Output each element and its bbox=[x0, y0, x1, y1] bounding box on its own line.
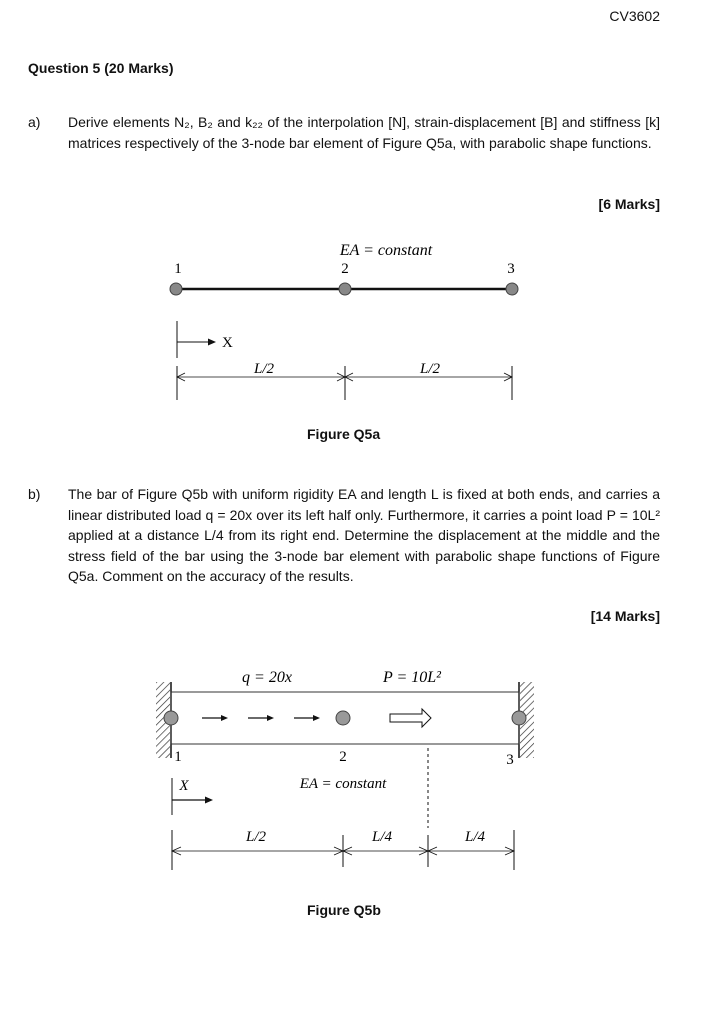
figure-q5b-caption: Figure Q5b bbox=[307, 902, 381, 918]
fig-b-axis-arrow-icon bbox=[205, 797, 213, 804]
fig-a-axis-label: X bbox=[222, 335, 233, 351]
fig-b-load-arrow-icon bbox=[313, 715, 320, 721]
question-title: Question 5 (20 Marks) bbox=[28, 60, 174, 76]
part-a-marks: [6 Marks] bbox=[598, 196, 660, 212]
fig-a-node-1 bbox=[170, 283, 182, 295]
fig-a-node-3 bbox=[506, 283, 518, 295]
fig-a-axis-arrow-icon bbox=[208, 339, 216, 346]
part-b-text: The bar of Figure Q5b with uniform rigidity EA and length L is fixed at both ends, and carries a linear distributed load q = 20x over its left half only. Furthermore, it carries a point load P = 10L² applied at a distance L/4 from its right end. Determine the displacement at the middle and the stress field of the bar using the 3-node bar element with parabolic shape functions of Figure Q5a. Comment on the accuracy of the results. bbox=[68, 486, 660, 584]
fig-a-node-2 bbox=[339, 283, 351, 295]
fig-b-load-arrow-icon bbox=[267, 715, 274, 721]
fig-b-node-3-label: 3 bbox=[506, 752, 514, 768]
course-code: CV3602 bbox=[609, 8, 660, 24]
part-a-text: Derive elements N₂, B₂ and k₂₂ of the interpolation [N], strain-displacement [B] and stiffness [k] matrices respectively of the 3-node bar element of Figure Q5a, with parabolic shape functions. bbox=[68, 114, 660, 151]
fig-b-dim-label-3: L/4 bbox=[464, 829, 486, 845]
part-b-marks: [14 Marks] bbox=[590, 608, 660, 624]
figure-q5a-diagram bbox=[150, 230, 550, 410]
fig-b-node-2-label: 2 bbox=[339, 749, 347, 765]
figure-q5b-diagram bbox=[150, 660, 550, 880]
fig-b-node-2 bbox=[336, 711, 350, 725]
fig-b-ea-label: EA = constant bbox=[299, 776, 387, 792]
fig-b-node-1 bbox=[164, 711, 178, 725]
part-a-label: a) bbox=[28, 114, 41, 130]
fig-a-node-3-label: 3 bbox=[507, 261, 515, 277]
fig-a-dim-label-1: L/2 bbox=[253, 361, 275, 377]
fig-b-p-label: P = 10L² bbox=[383, 669, 441, 686]
fig-a-ea-label: EA = constant bbox=[339, 242, 433, 259]
fig-b-axis-label: X bbox=[179, 778, 189, 794]
part-b-label: b) bbox=[28, 486, 41, 502]
fig-b-node-3 bbox=[512, 711, 526, 725]
fig-a-dim-label-2: L/2 bbox=[419, 361, 441, 377]
fig-b-point-load-arrow-icon bbox=[390, 709, 431, 727]
figure-q5a-caption: Figure Q5a bbox=[307, 426, 381, 442]
fig-b-dim-label-2: L/4 bbox=[371, 829, 393, 845]
fig-a-node-1-label: 1 bbox=[174, 261, 182, 277]
fig-a-node-2-label: 2 bbox=[341, 261, 349, 277]
fig-b-load-arrow-icon bbox=[221, 715, 228, 721]
fig-b-q-label: q = 20x bbox=[242, 669, 292, 686]
fig-b-node-1-label: 1 bbox=[174, 749, 182, 765]
fig-b-dim-label-1: L/2 bbox=[245, 829, 267, 845]
